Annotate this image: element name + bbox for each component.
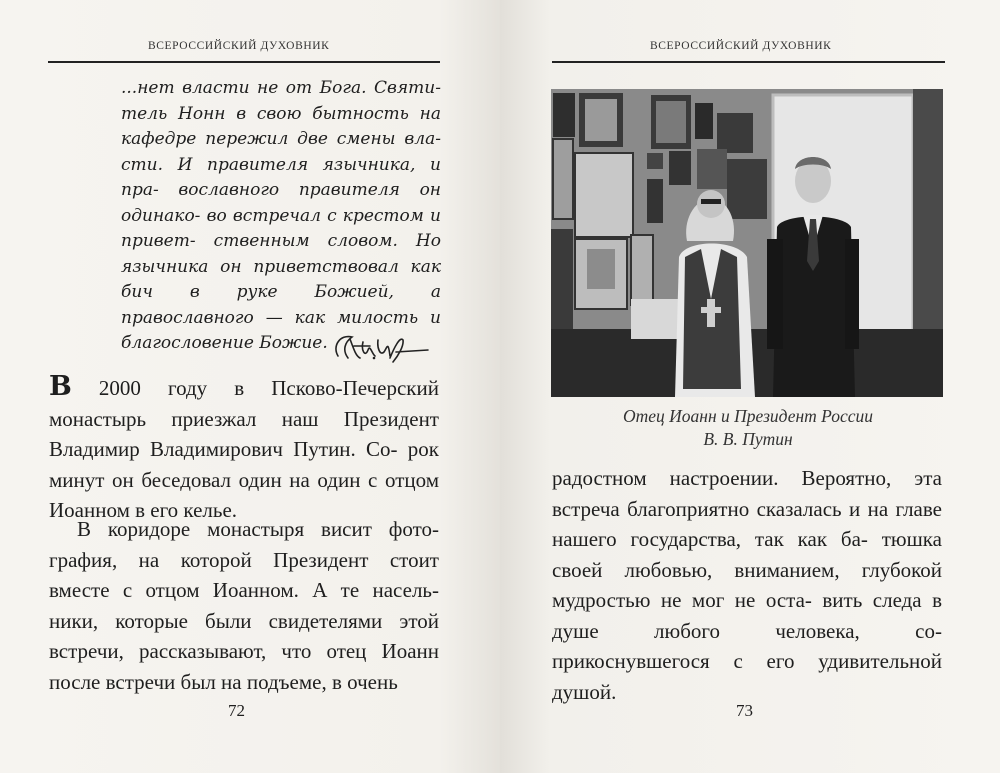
- quote-line: кафедре пережил две смены вла-: [121, 129, 441, 149]
- page-number-left: 72: [228, 701, 245, 720]
- handwritten-signature: [330, 328, 435, 368]
- text-line: вить следа в душе любого человека, со-: [552, 588, 942, 643]
- text-line: ники, которые были свидетелями этой: [49, 608, 439, 633]
- paragraph-continuation: [552, 463, 942, 707]
- header-rule-right: [552, 61, 945, 63]
- caption-line: В. В. Путин: [703, 429, 793, 449]
- quote-line: милость и благословение Божие.: [121, 307, 441, 353]
- header-rule-left: [48, 61, 440, 63]
- text-line: вместе с отцом Иоанном. А те насель-: [49, 578, 439, 602]
- text-line: монастырь приезжал наш Президент: [49, 406, 439, 431]
- text-line: встреча благоприятно сказалась и на: [552, 496, 889, 521]
- quote-line: Божией, а православного — как: [121, 282, 442, 328]
- quote-line: вославного правителя он одинако-: [121, 180, 441, 226]
- photo-scene: [551, 89, 943, 397]
- text-line: глубокой мудростью не мог не оста-: [552, 557, 943, 612]
- text-line: прикоснувшегося с его удивительной: [552, 649, 942, 673]
- caption-line: Отец Иоанн и Президент России: [622, 406, 874, 426]
- running-head-left: ВСЕРОССИЙСКИЙ ДУХОВНИК: [148, 40, 330, 52]
- page-number-right: 73: [736, 701, 753, 720]
- paragraph-visit: [49, 372, 439, 526]
- quote-line: ственным словом. Но язычника: [121, 231, 441, 277]
- epigraph-quote: [121, 76, 441, 357]
- right-page: [500, 0, 1000, 773]
- text-line: душой.: [552, 679, 617, 704]
- running-head-right: ВСЕРОССИЙСКИЙ ДУХОВНИК: [650, 40, 832, 52]
- quote-line: он приветствовал как бич в руке: [121, 256, 441, 302]
- text-line: Владимир Владимирович Путин. Со-: [49, 437, 398, 461]
- text-line: встречи, рассказывают, что отец Иоанн: [49, 639, 439, 663]
- photograph: [551, 89, 943, 397]
- quote-line: тель Нонн в свою бытность на: [121, 103, 441, 124]
- text-line: радостном настроении. Вероятно, эта: [552, 466, 942, 490]
- text-line: рок минут он беседовал один на один с: [49, 437, 439, 492]
- text-line: графия, на которой Президент стоит: [49, 547, 439, 572]
- quote-line: сти. И правителя язычника, и пра-: [121, 154, 441, 200]
- paragraph-photo: [49, 514, 439, 697]
- text-line: отцом Иоанном в его келье.: [49, 467, 440, 522]
- quote-line: во встречал с крестом и привет-: [121, 205, 442, 251]
- text-line: после встречи был на подъеме, в очень: [49, 669, 398, 694]
- text-line: главе нашего государства, так как ба-: [552, 496, 942, 551]
- text-line: В коридоре монастыря висит фото-: [77, 517, 439, 541]
- photo-caption: [552, 405, 944, 451]
- text-line: тюшка своей любовью, вниманием,: [552, 527, 942, 582]
- quote-line: ...нет власти не от Бога. Святи-: [121, 78, 441, 98]
- drop-cap: В: [49, 371, 72, 402]
- text-line: 2000 году в Псково-Печерский: [71, 376, 439, 400]
